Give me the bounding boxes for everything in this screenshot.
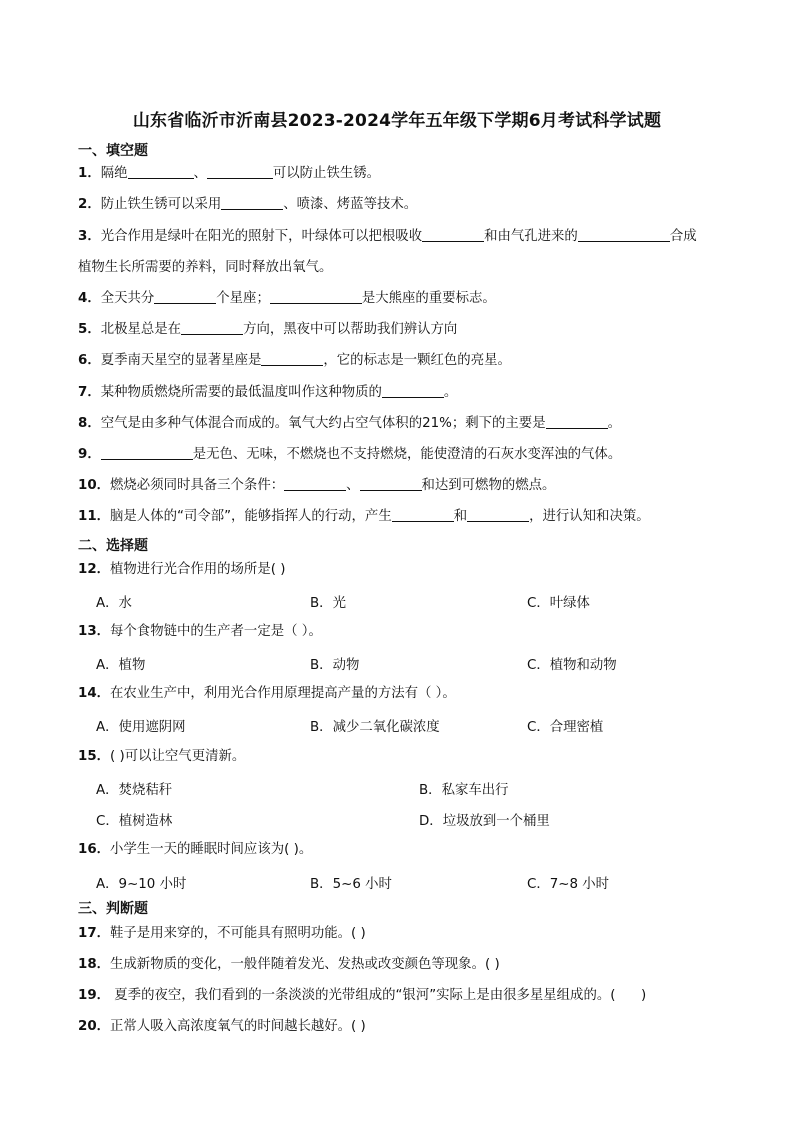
question-3-continued: 植物生长所需要的养料，同时释放出氧气。 <box>78 260 333 275</box>
option-13-c[interactable]: C．植物和动物 <box>527 658 617 673</box>
answer-blank[interactable] <box>360 476 422 491</box>
answer-blank[interactable] <box>101 445 193 460</box>
question-14: 14．在农业生产中，利用光合作用原理提高产量的方法有（ ）。 <box>78 686 456 701</box>
question-5: 5．北极星总是在 方向，黑夜中可以帮助我们辨认方向 <box>78 322 458 337</box>
question-19: 19． 夏季的夜空，我们看到的一条淡淡的光带组成的“银河”实际上是由很多星星组成的。( ) <box>78 988 647 1003</box>
option-15-d[interactable]: D．垃圾放到一个桶里 <box>419 814 550 829</box>
answer-blank[interactable] <box>221 195 283 210</box>
option-14-c[interactable]: C．合理密植 <box>527 720 604 735</box>
option-13-b[interactable]: B．动物 <box>310 658 360 673</box>
option-14-b[interactable]: B．减少二氧化碳浓度 <box>310 720 440 735</box>
question-16: 16．小学生一天的睡眠时间应该为( )。 <box>78 842 313 857</box>
option-12-b[interactable]: B．光 <box>310 596 346 611</box>
question-7: 7．某种物质燃烧所需要的最低温度叫作这种物质的 。 <box>78 385 458 400</box>
option-14-a[interactable]: A．使用遮阴网 <box>96 720 186 735</box>
question-6: 6．夏季南天星空的显著星座是 ，它的标志是一颗红色的亮星。 <box>78 353 511 368</box>
option-13-a[interactable]: A．植物 <box>96 658 146 673</box>
answer-blank[interactable] <box>154 289 216 304</box>
answer-blank[interactable] <box>261 351 323 366</box>
question-11: 11．脑是人体的“司令部”，能够指挥人的行动，产生 和 ，进行认知和决策。 <box>78 509 650 524</box>
answer-blank[interactable] <box>181 320 243 335</box>
answer-blank[interactable] <box>128 164 194 179</box>
question-2: 2．防止铁生锈可以采用 、喷漆、烤蓝等技术。 <box>78 197 418 212</box>
question-20: 20．正常人吸入高浓度氧气的时间越长越好。( ) <box>78 1019 366 1034</box>
option-12-c[interactable]: C．叶绿体 <box>527 596 590 611</box>
section-choice-heading: 二、选择题 <box>78 538 148 554</box>
answer-blank[interactable] <box>382 383 444 398</box>
question-13: 13．每个食物链中的生产者一定是（ ）。 <box>78 624 322 639</box>
question-3: 3．光合作用是绿叶在阳光的照射下，叶绿体可以把根吸收 和由气孔进来的 合成 <box>78 229 697 244</box>
option-15-c[interactable]: C．植树造林 <box>96 814 173 829</box>
answer-blank[interactable] <box>578 227 670 242</box>
answer-blank[interactable] <box>546 414 608 429</box>
section-judge-heading: 三、判断题 <box>78 901 148 917</box>
answer-blank[interactable] <box>422 227 484 242</box>
option-16-b[interactable]: B．5~6 小时 <box>310 877 392 892</box>
answer-blank[interactable] <box>467 507 529 522</box>
answer-blank[interactable] <box>392 507 454 522</box>
exam-title: 山东省临沂市沂南县2023-2024学年五年级下学期6月考试科学试题 <box>132 111 662 131</box>
answer-blank[interactable] <box>284 476 346 491</box>
question-10: 10．燃烧必须同时具备三个条件： 、 和达到可燃物的燃点。 <box>78 478 556 493</box>
question-1: 1．隔绝 、 可以防止铁生锈。 <box>78 166 381 181</box>
option-15-a[interactable]: A．焚烧秸秆 <box>96 783 173 798</box>
question-12: 12．植物进行光合作用的场所是( ) <box>78 562 286 577</box>
answer-blank[interactable] <box>207 164 273 179</box>
option-16-a[interactable]: A．9~10 小时 <box>96 877 187 892</box>
section-fill-heading: 一、填空题 <box>78 143 148 159</box>
option-12-a[interactable]: A．水 <box>96 596 132 611</box>
question-18: 18．生成新物质的变化，一般伴随着发光、发热或改变颜色等现象。( ) <box>78 957 500 972</box>
question-4: 4．全天共分 个星座； 是大熊座的重要标志。 <box>78 291 496 306</box>
option-16-c[interactable]: C．7~8 小时 <box>527 877 610 892</box>
question-15: 15．( )可以让空气更清新。 <box>78 749 246 764</box>
option-15-b[interactable]: B．私家车出行 <box>419 783 509 798</box>
answer-blank[interactable] <box>270 289 362 304</box>
question-17: 17．鞋子是用来穿的，不可能具有照明功能。( ) <box>78 926 366 941</box>
question-8: 8．空气是由多种气体混合而成的。氧气大约占空气体积的21%；剩下的主要是 。 <box>78 416 621 431</box>
question-9: 9． 是无色、无味，不燃烧也不支持燃烧，能使澄清的石灰水变浑浊的气体。 <box>78 447 622 462</box>
